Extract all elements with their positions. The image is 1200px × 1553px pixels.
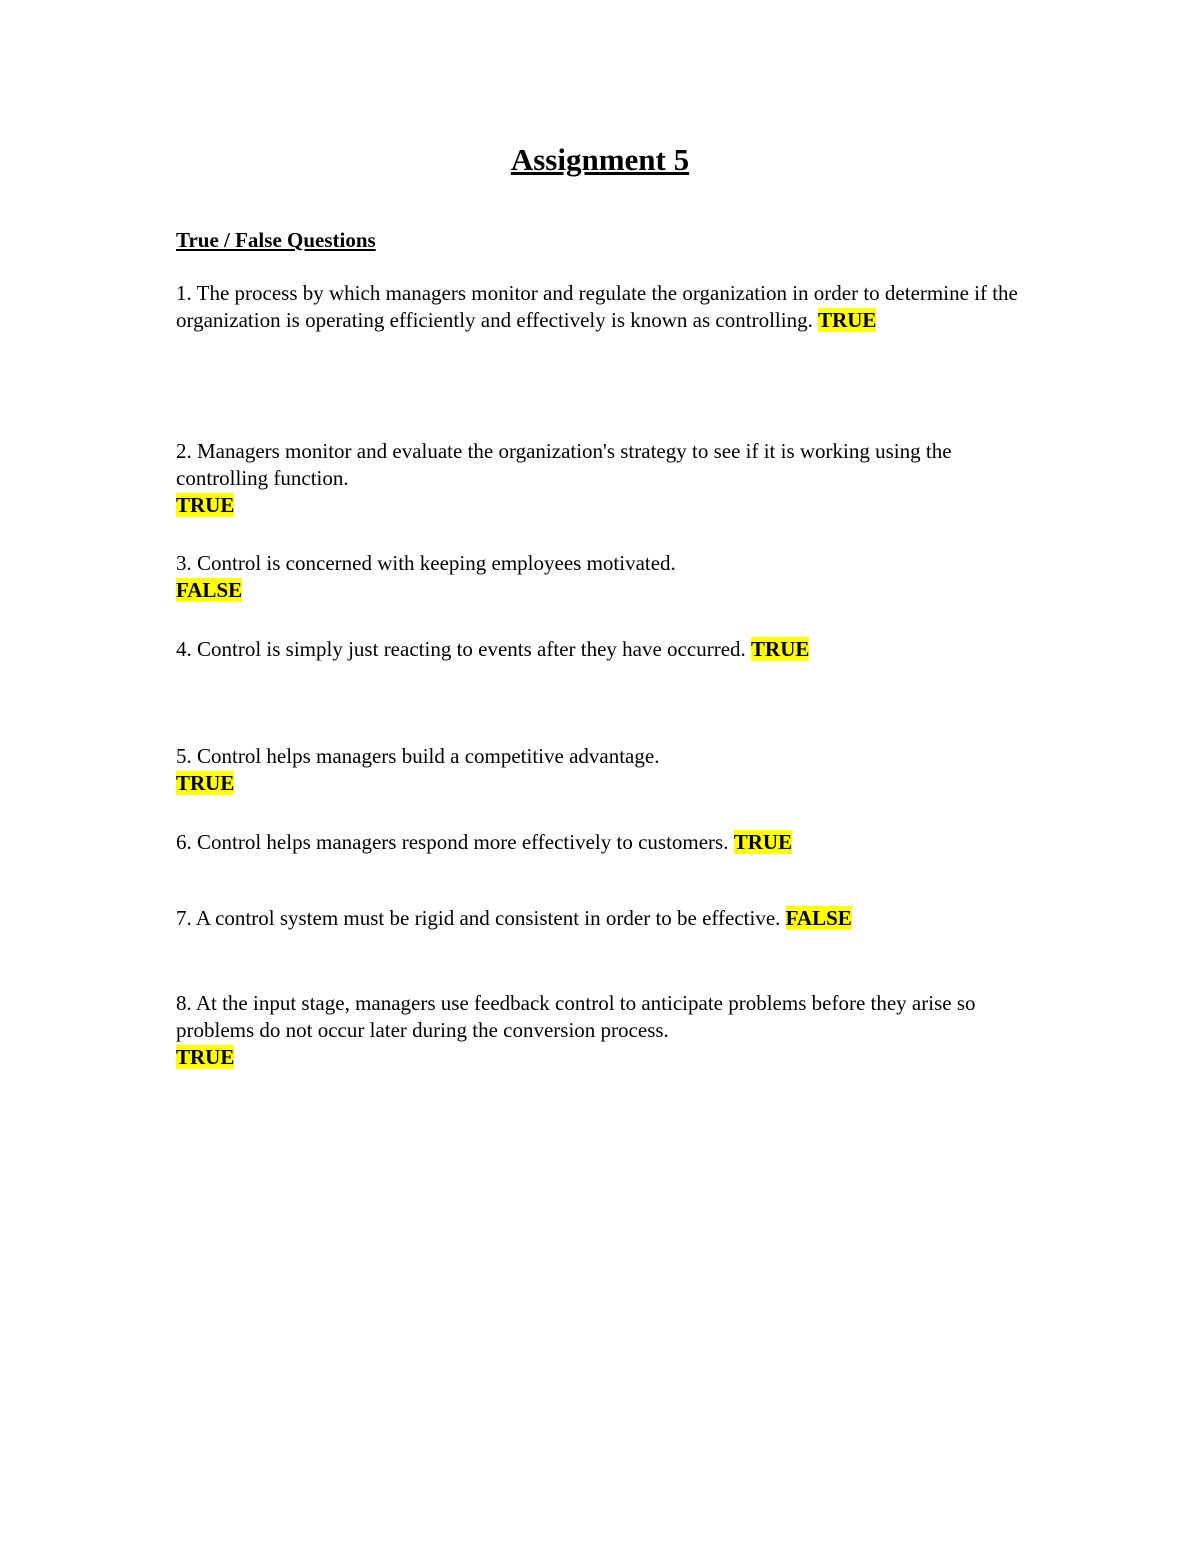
question-text: 2. Managers monitor and evaluate the organization's strategy to see if it is working using the controlling function. [176,439,952,490]
question-text: 1. The process by which managers monitor and regulate the organization in order to determine if the organization is operating efficiently and effectively is known as controlling. [176,281,1018,332]
question-text: 3. Control is concerned with keeping employees motivated. [176,551,676,575]
question-6 [176,829,1036,856]
question-text: 4. Control is simply just reacting to events after they have occurred. [176,637,746,661]
answer-highlight: TRUE [176,1045,235,1069]
question-5 [176,743,1036,797]
question-text: 6. Control helps managers respond more effectively to customers. [176,830,729,854]
question-8 [176,990,1006,1071]
page-title: Assignment 5 [510,142,690,177]
answer-highlight: TRUE [733,830,793,854]
question-3 [176,550,1036,604]
answer-highlight: TRUE [818,308,877,332]
answer-highlight: TRUE [751,637,810,661]
answer-highlight: FALSE [176,578,243,602]
question-1 [176,280,1036,334]
question-text: 8. At the input stage, managers use feedback control to anticipate problems before they arise so problems do not occur later during the conversion process. [176,991,976,1042]
answer-highlight: TRUE [176,493,235,517]
question-4 [176,636,1036,663]
answer-highlight: FALSE [785,906,852,930]
section-heading: True / False Questions [176,228,376,252]
answer-highlight: TRUE [176,771,235,795]
question-7 [176,905,1036,932]
question-2 [176,438,1016,519]
question-text: 7. A control system must be rigid and consistent in order to be effective. [176,906,781,930]
question-text: 5. Control helps managers build a competitive advantage. [176,744,660,768]
